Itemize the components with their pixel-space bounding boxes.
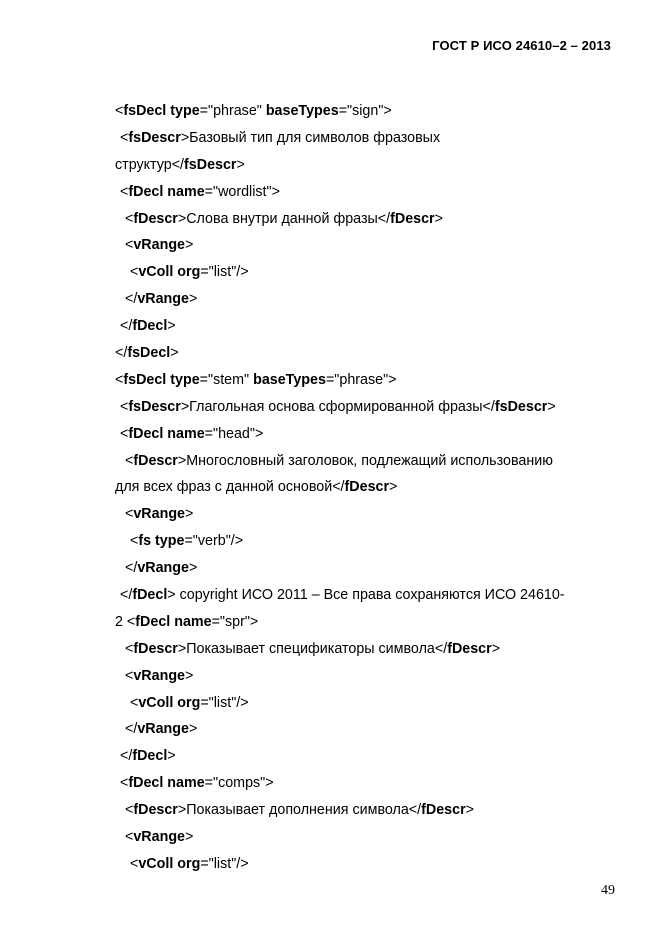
- document-header: ГОСТ Р ИСО 24610–2 – 2013: [432, 38, 611, 53]
- code-line: [115, 555, 615, 582]
- code-line: [115, 690, 615, 717]
- code-text: </: [120, 748, 133, 765]
- code-line: [115, 851, 615, 878]
- xml-keyword: fDecl: [132, 587, 168, 604]
- code-text: ="list"/>: [200, 694, 249, 711]
- code-text: >: [491, 640, 501, 657]
- code-text: >: [185, 506, 194, 523]
- code-line: [115, 286, 615, 313]
- code-text: ="phrase": [199, 103, 266, 119]
- code-text: <: [125, 640, 134, 657]
- code-text: >: [185, 829, 194, 846]
- code-text: <: [120, 398, 129, 415]
- code-line: [115, 125, 615, 152]
- xml-keyword: fsDescr: [184, 156, 237, 173]
- code-text: >Показывает дополнения символа</: [177, 802, 422, 819]
- xml-keyword: fDecl name: [128, 775, 205, 792]
- xml-keyword: vRange: [133, 829, 186, 846]
- code-text: ="verb"/>: [184, 533, 244, 550]
- code-text: ="head">: [204, 425, 264, 442]
- code-text: <: [130, 855, 139, 872]
- code-text: >: [188, 721, 198, 738]
- code-text: </: [115, 345, 128, 362]
- code-text: >: [434, 210, 443, 227]
- code-text: <: [125, 452, 134, 469]
- code-text: ="sign">: [338, 103, 392, 119]
- code-line: [115, 367, 615, 394]
- code-text: <: [125, 237, 134, 254]
- xml-keyword: fs type: [138, 533, 185, 550]
- xml-keyword: fsDecl type: [123, 371, 200, 388]
- xml-keyword: vColl org: [138, 855, 201, 872]
- xml-keyword: baseTypes: [265, 103, 339, 119]
- xml-keyword: vRange: [133, 667, 186, 684]
- code-line: [115, 232, 615, 259]
- code-text: >: [185, 667, 194, 684]
- code-text: <: [115, 371, 124, 388]
- code-text: 2 <: [115, 613, 136, 630]
- code-text: </: [125, 721, 138, 738]
- code-line: [115, 528, 615, 555]
- code-text: >: [188, 291, 198, 308]
- code-text: <: [125, 829, 134, 846]
- code-line: [115, 179, 615, 206]
- xml-keyword: fsDescr: [128, 398, 181, 415]
- code-text: > copyright ИСО 2011 – Все права сохраняются ИСО 24610-: [167, 587, 565, 604]
- xml-keyword: fsDecl type: [123, 103, 200, 119]
- xml-keyword: fDecl name: [135, 613, 212, 630]
- xml-code-listing: [115, 98, 615, 878]
- xml-keyword: vRange: [133, 237, 186, 254]
- code-text: для всех фраз с данной основой</: [115, 479, 345, 496]
- code-line: [115, 474, 615, 501]
- code-line: [115, 716, 615, 743]
- code-text: >: [185, 237, 194, 254]
- xml-keyword: fDescr: [447, 640, 492, 657]
- code-line: [115, 609, 615, 636]
- code-line: [115, 824, 615, 851]
- code-line: [115, 152, 615, 179]
- xml-keyword: fDecl: [132, 318, 168, 335]
- code-text: <: [125, 210, 134, 227]
- code-text: <: [125, 667, 134, 684]
- xml-keyword: fDescr: [344, 479, 390, 496]
- code-line: [115, 340, 615, 367]
- xml-keyword: fDescr: [390, 210, 435, 227]
- code-text: ="stem": [199, 371, 254, 388]
- xml-keyword: vColl org: [138, 264, 201, 281]
- code-text: <: [115, 103, 124, 119]
- xml-keyword: fDecl name: [128, 183, 205, 200]
- code-line: [115, 770, 615, 797]
- code-line: [115, 313, 615, 340]
- code-text: <: [120, 425, 129, 442]
- code-text: >: [465, 802, 475, 819]
- code-text: ="comps">: [204, 775, 274, 792]
- code-line: [115, 448, 615, 475]
- code-text: >Показывает спецификаторы символа</: [177, 640, 448, 657]
- code-text: >Многословный заголовок, подлежащий использованию: [177, 452, 553, 469]
- code-text: <: [125, 506, 134, 523]
- xml-keyword: fDescr: [133, 802, 178, 819]
- xml-keyword: vRange: [137, 721, 189, 738]
- code-text: >: [188, 560, 198, 577]
- code-text: >Глагольная основа сформированной фразы</: [180, 398, 495, 415]
- code-line: [115, 582, 615, 609]
- code-text: <: [125, 802, 134, 819]
- xml-keyword: vRange: [133, 506, 186, 523]
- code-text: >: [170, 345, 179, 362]
- code-text: ="spr">: [211, 613, 259, 630]
- code-line: [115, 259, 615, 286]
- xml-keyword: baseTypes: [253, 371, 326, 388]
- code-text: <: [120, 129, 129, 146]
- code-text: <: [130, 694, 139, 711]
- code-text: </: [120, 587, 133, 604]
- xml-keyword: fDescr: [133, 452, 178, 469]
- code-line: [115, 421, 615, 448]
- xml-keyword: fsDecl: [127, 345, 171, 362]
- xml-keyword: vColl org: [138, 694, 201, 711]
- code-text: >: [167, 748, 176, 765]
- code-text: ="list"/>: [200, 855, 249, 872]
- xml-keyword: fDescr: [421, 802, 466, 819]
- xml-keyword: fDescr: [133, 640, 178, 657]
- code-line: [115, 98, 615, 125]
- code-line: [115, 663, 615, 690]
- xml-keyword: fDecl name: [128, 425, 205, 442]
- code-text: </: [125, 291, 138, 308]
- code-text: <: [120, 775, 129, 792]
- code-text: ="list"/>: [200, 264, 249, 281]
- xml-keyword: vRange: [137, 291, 189, 308]
- code-text: </: [125, 560, 138, 577]
- code-text: ="wordlist">: [204, 183, 280, 200]
- code-line: [115, 501, 615, 528]
- code-text: >Базовый тип для символов фразовых: [180, 129, 441, 146]
- code-line: [115, 743, 615, 770]
- code-text: <: [120, 183, 129, 200]
- code-text: ="phrase">: [325, 371, 397, 388]
- code-text: >: [236, 156, 245, 173]
- code-line: [115, 206, 615, 233]
- code-line: [115, 636, 615, 663]
- xml-keyword: fsDescr: [128, 129, 181, 146]
- code-text: <: [130, 264, 139, 281]
- code-text: >: [167, 318, 176, 335]
- xml-keyword: fsDescr: [494, 398, 548, 415]
- xml-keyword: vRange: [137, 560, 189, 577]
- xml-keyword: fDescr: [133, 210, 178, 227]
- code-line: [115, 394, 615, 421]
- code-text: структур</: [115, 156, 185, 173]
- page-number: 49: [601, 883, 615, 898]
- code-text: </: [120, 318, 133, 335]
- code-text: >: [389, 479, 398, 496]
- xml-keyword: fDecl: [132, 748, 168, 765]
- code-line: [115, 797, 615, 824]
- code-text: >Слова внутри данной фразы</: [177, 210, 391, 227]
- code-text: >: [547, 398, 556, 415]
- code-text: <: [130, 533, 139, 550]
